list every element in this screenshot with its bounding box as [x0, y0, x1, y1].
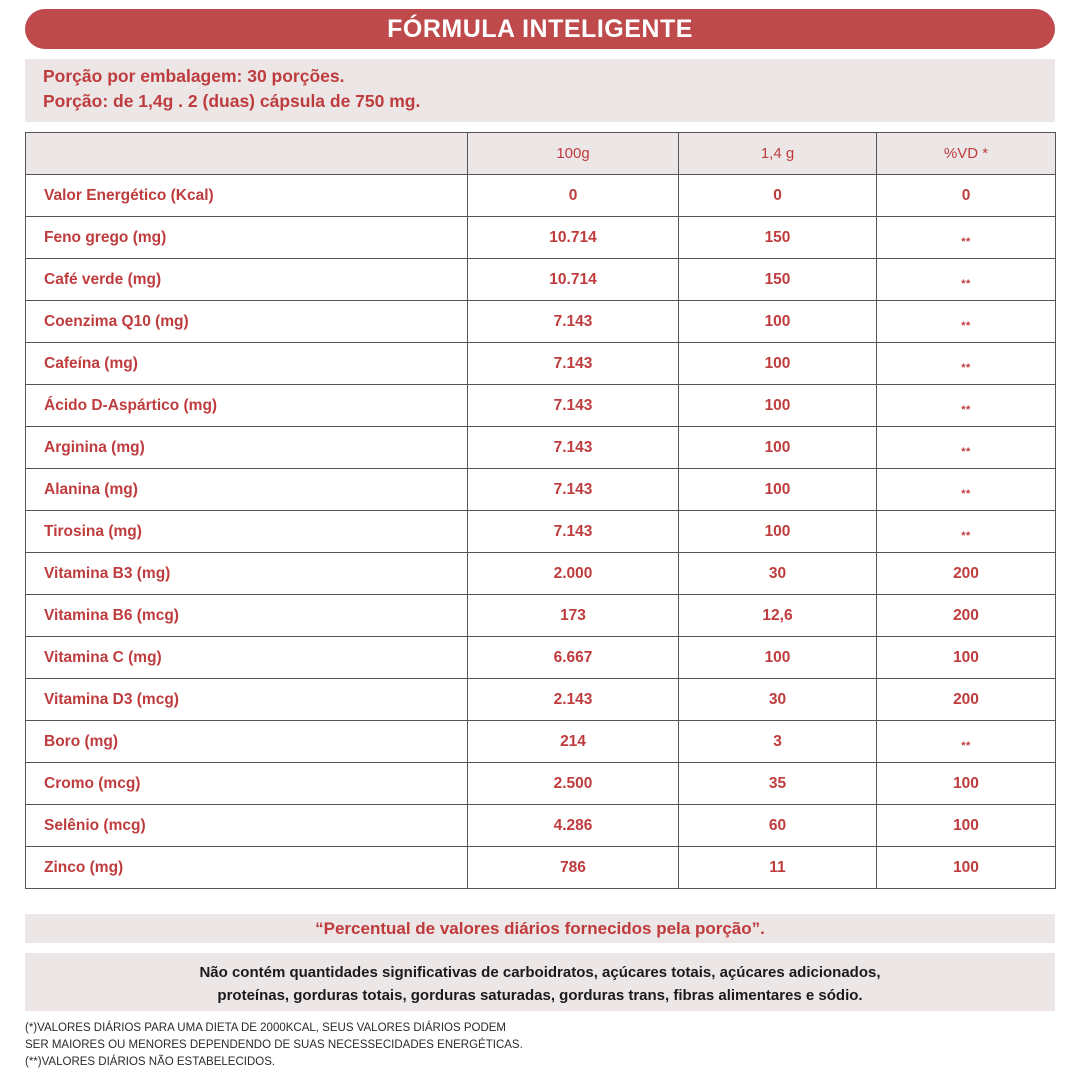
table-row: [26, 679, 1056, 721]
header-100g: 100g: [468, 133, 679, 175]
value-portion: 100: [679, 385, 877, 427]
nutrient-name: Valor Energético (Kcal): [26, 175, 468, 217]
table-row: [26, 469, 1056, 511]
value-vd: 100: [877, 637, 1056, 679]
nutrient-name: Café verde (mg): [26, 259, 468, 301]
value-vd: 0: [877, 175, 1056, 217]
value-portion: 100: [679, 469, 877, 511]
value-100g: 7.143: [468, 343, 679, 385]
value-portion: 100: [679, 637, 877, 679]
value-portion: 35: [679, 763, 877, 805]
notice-box: [25, 953, 1055, 1011]
table-row: [26, 847, 1056, 889]
value-vd: 200: [877, 595, 1056, 637]
header-vd: %VD *: [877, 133, 1056, 175]
table-row: [26, 553, 1056, 595]
nutrient-name: Arginina (mg): [26, 427, 468, 469]
table-row: [26, 511, 1056, 553]
nutrient-name: Zinco (mg): [26, 847, 468, 889]
value-100g: 7.143: [468, 427, 679, 469]
fine-print: [25, 1020, 785, 1071]
table-row: [26, 343, 1056, 385]
value-100g: 786: [468, 847, 679, 889]
value-portion: 150: [679, 217, 877, 259]
value-vd: **: [877, 469, 1056, 511]
value-100g: 4.286: [468, 805, 679, 847]
value-vd: 200: [877, 679, 1056, 721]
table-header-row: [26, 133, 1056, 175]
percent-note: “Percentual de valores diários fornecidos pela porção”.: [25, 914, 1055, 943]
value-portion: 150: [679, 259, 877, 301]
value-portion: 60: [679, 805, 877, 847]
table-row: [26, 259, 1056, 301]
table-row: [26, 175, 1056, 217]
table-row: [26, 301, 1056, 343]
header-nutrient: [26, 133, 468, 175]
nutrient-name: Boro (mg): [26, 721, 468, 763]
portion-info: [25, 59, 1055, 122]
value-portion: 100: [679, 343, 877, 385]
nutrient-name: Alanina (mg): [26, 469, 468, 511]
page-title: FÓRMULA INTELIGENTE: [25, 9, 1055, 49]
value-portion: 30: [679, 553, 877, 595]
value-vd: **: [877, 511, 1056, 553]
value-portion: 11: [679, 847, 877, 889]
header-portion: 1,4 g: [679, 133, 877, 175]
nutrient-name: Vitamina D3 (mcg): [26, 679, 468, 721]
nutrient-name: Feno grego (mg): [26, 217, 468, 259]
value-vd: **: [877, 385, 1056, 427]
value-100g: 7.143: [468, 469, 679, 511]
value-portion: 100: [679, 301, 877, 343]
value-100g: 2.500: [468, 763, 679, 805]
nutrient-name: Cromo (mcg): [26, 763, 468, 805]
fine-print-line-1: (*)VALORES DIÁRIOS PARA UMA DIETA DE 2000KCAL, SEUS VALORES DIÁRIOS PODEM: [25, 1022, 507, 1034]
value-vd: 100: [877, 763, 1056, 805]
portion-size: Porção: de 1,4g . 2 (duas) cápsula de 750 mg.: [43, 91, 421, 111]
nutrient-name: Vitamina B3 (mg): [26, 553, 468, 595]
table-row: [26, 805, 1056, 847]
value-vd: **: [877, 343, 1056, 385]
value-100g: 214: [468, 721, 679, 763]
table-row: [26, 217, 1056, 259]
notice-line-1: Não contém quantidades significativas de carboidratos, açúcares totais, açúcares adicionados,: [199, 964, 881, 981]
value-portion: 30: [679, 679, 877, 721]
value-100g: 173: [468, 595, 679, 637]
value-100g: 2.000: [468, 553, 679, 595]
value-100g: 7.143: [468, 301, 679, 343]
value-portion: 100: [679, 511, 877, 553]
value-vd: **: [877, 721, 1056, 763]
nutrient-name: Coenzima Q10 (mg): [26, 301, 468, 343]
value-vd: **: [877, 217, 1056, 259]
nutrient-name: Cafeína (mg): [26, 343, 468, 385]
value-portion: 12,6: [679, 595, 877, 637]
table-row: [26, 427, 1056, 469]
nutrient-name: Selênio (mcg): [26, 805, 468, 847]
nutrition-table: [25, 132, 1056, 889]
table-row: [26, 721, 1056, 763]
value-100g: 7.143: [468, 511, 679, 553]
value-vd: **: [877, 427, 1056, 469]
value-100g: 10.714: [468, 259, 679, 301]
nutrient-name: Vitamina B6 (mcg): [26, 595, 468, 637]
value-portion: 0: [679, 175, 877, 217]
table-row: [26, 385, 1056, 427]
value-100g: 7.143: [468, 385, 679, 427]
value-vd: 100: [877, 847, 1056, 889]
value-100g: 0: [468, 175, 679, 217]
value-100g: 10.714: [468, 217, 679, 259]
fine-print-line-2: SER MAIORES OU MENORES DEPENDENDO DE SUAS NECESSECIDADES ENERGÉTICAS.: [25, 1039, 523, 1051]
value-vd: **: [877, 259, 1056, 301]
notice-line-2: proteínas, gorduras totais, gorduras saturadas, gorduras trans, fibras alimentares e sódio.: [217, 987, 863, 1004]
value-100g: 6.667: [468, 637, 679, 679]
table-row: [26, 763, 1056, 805]
fine-print-line-3: (**)VALORES DIÁRIOS NÃO ESTABELECIDOS.: [25, 1056, 276, 1068]
value-100g: 2.143: [468, 679, 679, 721]
value-vd: **: [877, 301, 1056, 343]
portion-per-package: Porção por embalagem: 30 porções.: [43, 66, 345, 86]
value-vd: 200: [877, 553, 1056, 595]
nutrient-name: Vitamina C (mg): [26, 637, 468, 679]
table-row: [26, 595, 1056, 637]
nutrient-name: Ácido D-Aspártico (mg): [26, 385, 468, 427]
value-portion: 3: [679, 721, 877, 763]
value-portion: 100: [679, 427, 877, 469]
table-row: [26, 637, 1056, 679]
nutrient-name: Tirosina (mg): [26, 511, 468, 553]
value-vd: 100: [877, 805, 1056, 847]
